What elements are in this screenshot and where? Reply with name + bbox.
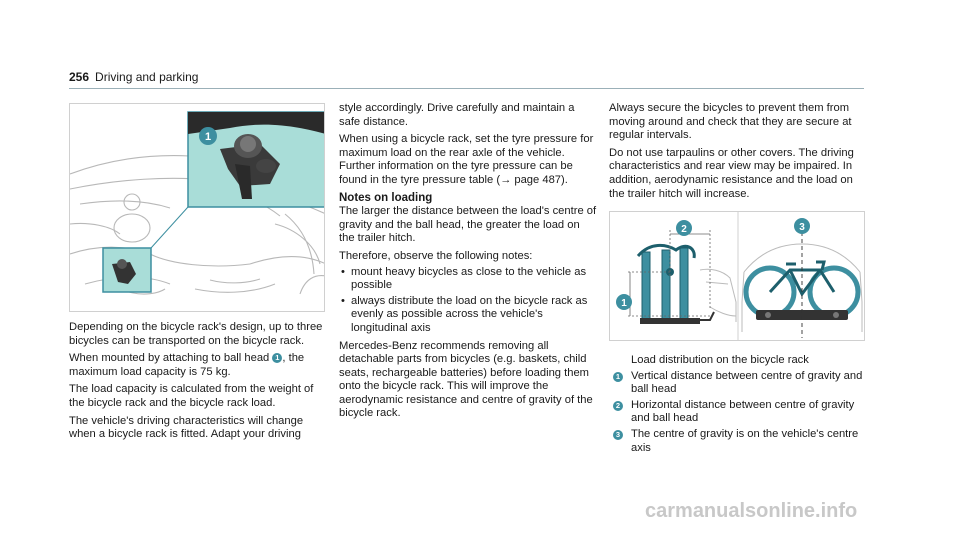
paragraph: Always secure the bicycles to prevent them from moving around and check that they are secure at regular intervals. [609, 102, 852, 142]
paragraph-tyre-pressure: When using a bicycle rack, set the tyre pressure for maximum load on the rear axle of the vehicle. Further information on the tyre pressure can be found in the tyre pressure table (→ page 487). [339, 133, 594, 186]
paragraph-ball-head: When mounted by attaching to ball head 1 , the maximum load capacity is 75 kg. [69, 352, 305, 378]
watermark: carmanualsonline.info [645, 500, 858, 522]
page-number: 256 [69, 70, 90, 84]
page-header [69, 70, 198, 84]
callout-1: 1 [621, 298, 627, 309]
paragraph: style accordingly. Drive carefully and maintain a safe distance. [339, 102, 575, 128]
callout-badge: 1 [613, 372, 623, 382]
figure-ball-head [69, 103, 325, 312]
callout-1-badge: 1 [272, 353, 282, 363]
paragraph: The vehicle's driving characteristics will change when a bicycle rack is fitted. Adapt your driving [69, 414, 304, 441]
list-item: • always distribute the load on the bicycle rack as evenly as possible across the vehicle's longitudinal axis [339, 295, 597, 336]
paragraph: Therefore, observe the following notes: [339, 249, 533, 262]
car-rear-illustration [70, 104, 325, 312]
paragraph: Mercedes-Benz recommends removing all detachable parts from bicycles (e.g. baskets, child seats, rechargeable batteries) before loading them onto the bicycle rack. This will improve the aerodynamic resistance and centre of gravity of the bicycle rack. [339, 339, 593, 420]
caption-item [609, 370, 867, 397]
figure-caption [609, 354, 867, 457]
caption-item [609, 428, 867, 455]
callout-badge: 3 [613, 430, 623, 440]
section-title: Driving and parking [95, 70, 199, 84]
caption-title: Load distribution on the bicycle rack [631, 354, 809, 366]
callout-badge: 2 [613, 401, 623, 411]
callout-3: 3 [799, 222, 805, 233]
caption-item [609, 399, 867, 426]
column-1 [69, 321, 325, 446]
callout-1: 1 [204, 131, 212, 143]
column-2 [339, 102, 597, 425]
notes-heading: Notes on loading [339, 191, 433, 204]
list-item: • mount heavy bicycles as close to the vehicle as possible [339, 266, 597, 293]
paragraph: The load capacity is calculated from the weight of the bicycle rack and the bicycle rack load. [69, 383, 314, 409]
loading-notes-list [339, 266, 597, 336]
caption-text: Vertical distance between centre of gravity and ball head [631, 369, 863, 396]
figure-load-distribution [609, 211, 865, 341]
load-distribution-illustration [610, 212, 865, 341]
callout-2: 2 [681, 224, 687, 235]
column-3 [609, 102, 867, 205]
paragraph: The larger the distance between the load's centre of gravity and the ball head, the greater the load on the trailer hitch. [339, 205, 597, 245]
paragraph: Depending on the bicycle rack's design, up to three bicycles can be transported on the bicycle rack. [69, 321, 323, 347]
caption-text: The centre of gravity is on the vehicle's centre axis [631, 427, 859, 454]
paragraph: Do not use tarpaulins or other covers. The driving characteristics and rear view may be impaired. In addition, aerodynamic resistance and the load on the trailer hitch will increase. [609, 146, 854, 200]
caption-text: Horizontal distance between centre of gravity and ball head [631, 398, 855, 425]
header-divider [69, 88, 864, 89]
